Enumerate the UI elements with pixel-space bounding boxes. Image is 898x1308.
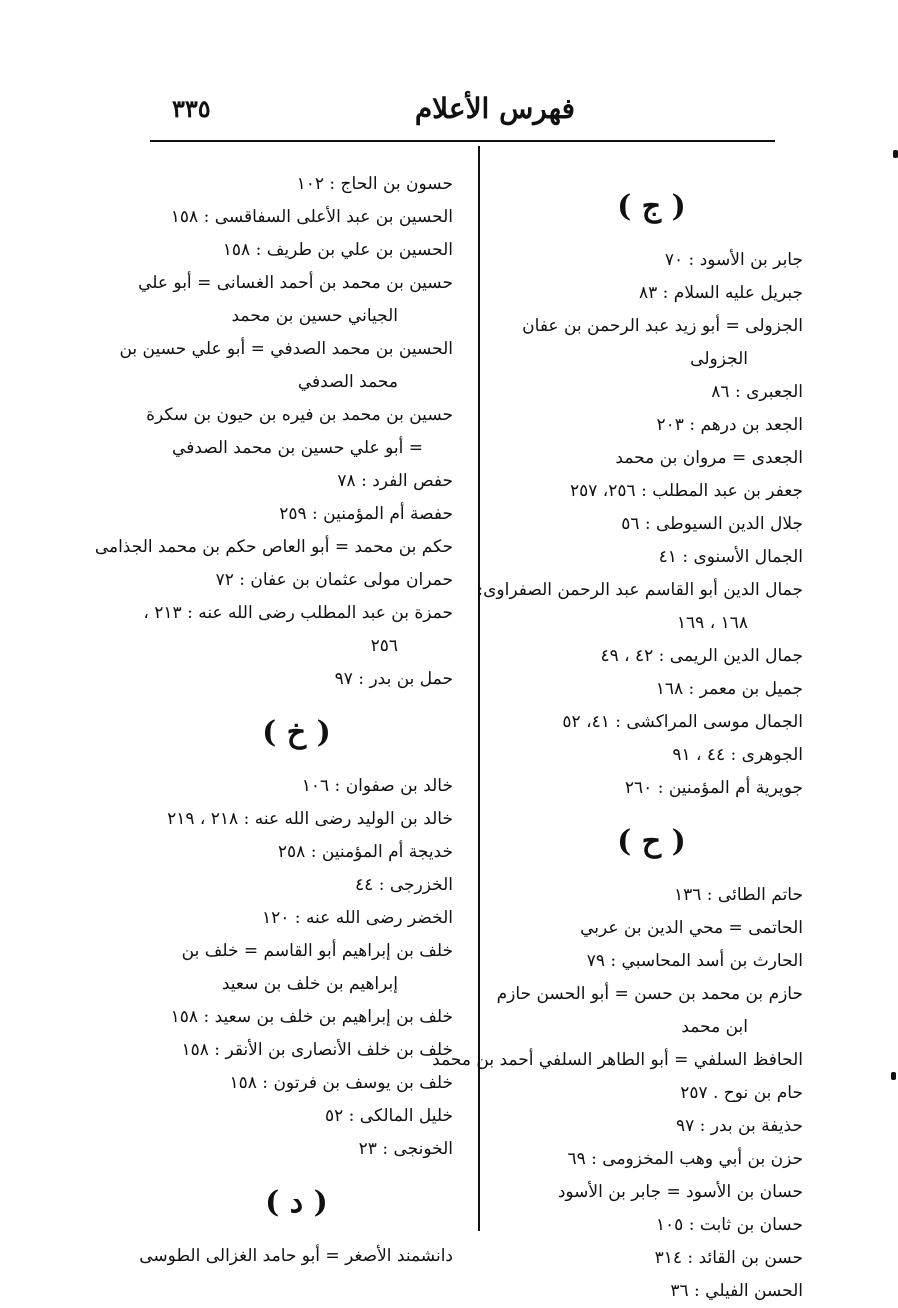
section-letter: ( ح ) (617, 824, 686, 859)
margin-mark (893, 150, 898, 158)
index-entry: حسين بن محمد بن أحمد الغسانى = أبو علي (138, 273, 453, 293)
index-entry: الجزولى = أبو زيد عبد الرحمن بن عفان (522, 316, 803, 336)
index-entry: حمل بن بدر : ٩٧ (334, 669, 453, 689)
index-entry: حسان بن الأسود = جابر بن الأسود (557, 1182, 803, 1202)
index-entry: خليل المالكى : ٥٢ (325, 1106, 453, 1126)
index-entry: الحافظ السلفي = أبو الطاهر السلفي أحمد بن محمد (432, 1050, 803, 1070)
index-entry: خالد بن الوليد رضى الله عنه : ٢١٨ ، ٢١٩ (167, 809, 453, 829)
section-letter: ( ج ) (617, 189, 686, 224)
index-entry: الحسن الفيلي : ٣٦ (670, 1281, 803, 1301)
index-entry: جعفر بن عبد المطلب : ٢٥٦، ٢٥٧ (569, 481, 803, 501)
index-entry-continuation: إبراهيم بن خلف بن سعيد (221, 974, 398, 994)
index-entry: الحسين بن علي بن طريف : ١٥٨ (222, 240, 453, 260)
index-entry: حازم بن محمد بن حسن = أبو الحسن حازم (496, 984, 803, 1004)
index-entry: حسان بن ثابت : ١٠٥ (655, 1215, 803, 1235)
index-entry: الجعدى = مروان بن محمد (615, 448, 803, 468)
section-letter: ( د ) (265, 1185, 328, 1220)
index-entry: الخزرجى : ٤٤ (355, 875, 453, 895)
index-entry: خالد بن صفوان : ١٠٦ (301, 776, 453, 796)
index-entry: خلف بن خلف الأنصارى بن الأنقر : ١٥٨ (181, 1040, 453, 1060)
index-entry: الجوهرى : ٤٤ ، ٩١ (672, 745, 803, 765)
margin-mark (891, 1072, 896, 1080)
section-letter: ( خ ) (262, 715, 331, 750)
index-entry-continuation: ١٦٨ ، ١٦٩ (676, 613, 748, 633)
index-entry: الخضر رضى الله عنه : ١٢٠ (262, 908, 453, 928)
index-entry: جميل بن معمر : ١٦٨ (655, 679, 803, 699)
index-entry: الحاتمى = محي الدين بن عربي (580, 918, 803, 938)
index-entry-continuation: محمد الصدفي (297, 372, 398, 392)
left-column (94, 168, 453, 1273)
index-entry-continuation: = أبو علي حسين بن محمد الصدفي (172, 438, 423, 458)
index-entry-continuation: ٢٥٦ (370, 636, 398, 656)
page-title: فهرس الأعلام (414, 92, 575, 125)
index-entry: الحسين بن عبد الأعلى السفاقسى : ١٥٨ (170, 207, 453, 227)
index-entry: حفصة أم المؤمنين : ٢٥٩ (279, 504, 453, 524)
index-entry-continuation: ابن محمد (681, 1017, 748, 1037)
header-rule (150, 140, 775, 142)
index-entry: الجمال موسى المراكشى : ٤١، ٥٢ (562, 712, 803, 732)
index-entry: حام بن نوح . ٢٥٧ (680, 1083, 803, 1103)
index-entry: جبريل عليه السلام : ٨٣ (639, 283, 803, 303)
index-entry: حسين بن محمد بن فيره بن حيون بن سكرة (146, 405, 453, 425)
index-entry: الجعبرى : ٨٦ (711, 382, 803, 402)
index-entry: الحارث بن أسد المحاسبي : ٧٩ (586, 951, 803, 971)
index-entry: جمال الدين أبو القاسم عبد الرحمن الصفراوى: (477, 580, 803, 600)
index-entry: جلال الدين السيوطى : ٥٦ (621, 514, 803, 534)
index-entry: حفص الفرد : ٧٨ (337, 471, 453, 491)
right-column (432, 170, 803, 1308)
index-entry: الجعد بن درهم : ٢٠٣ (656, 415, 803, 435)
index-entry: حكم بن محمد = أبو العاص حكم بن محمد الجذامى (94, 537, 453, 557)
page-number: ٣٣٥ (172, 94, 211, 123)
index-entry: خديجة أم المؤمنين : ٢٥٨ (277, 842, 453, 862)
index-entry: حمزة بن عبد المطلب رضى الله عنه : ٢١٣ ، (143, 603, 453, 623)
page-header (150, 90, 775, 140)
index-entry-continuation: الجياني حسين بن محمد (231, 306, 398, 326)
index-entry: جويرية أم المؤمنين : ٢٦٠ (624, 778, 803, 798)
index-entry: دانشمند الأصغر = أبو حامد الغزالى الطوسى (139, 1246, 453, 1266)
index-entry: خلف بن يوسف بن فرتون : ١٥٨ (229, 1073, 453, 1093)
index-entry: الجمال الأسنوى : ٤١ (658, 547, 803, 567)
index-entry: حذيفة بن بدر : ٩٧ (675, 1116, 803, 1136)
index-entry: حزن بن أبي وهب المخزومى : ٦٩ (567, 1149, 803, 1169)
index-entry: حسون بن الحاج : ١٠٢ (296, 174, 453, 194)
index-entry: الحسين بن محمد الصدفي = أبو علي حسين بن (119, 339, 453, 359)
index-entry-continuation: الجزولى (690, 349, 748, 369)
index-entry: حاتم الطائى : ١٣٦ (673, 885, 803, 905)
index-entry: جابر بن الأسود : ٧٠ (664, 250, 803, 270)
index-entry: الخونجى : ٢٣ (358, 1139, 453, 1159)
index-entry: حمران مولى عثمان بن عفان : ٧٢ (215, 570, 453, 590)
index-entry: خلف بن إبراهيم بن خلف بن سعيد : ١٥٨ (170, 1007, 453, 1027)
index-entry: خلف بن إبراهيم أبو القاسم = خلف بن (181, 941, 453, 961)
index-entry: حسن بن القائد : ٣١٤ (654, 1248, 803, 1268)
index-entry: جمال الدين الريمى : ٤٢ ، ٤٩ (600, 646, 803, 666)
